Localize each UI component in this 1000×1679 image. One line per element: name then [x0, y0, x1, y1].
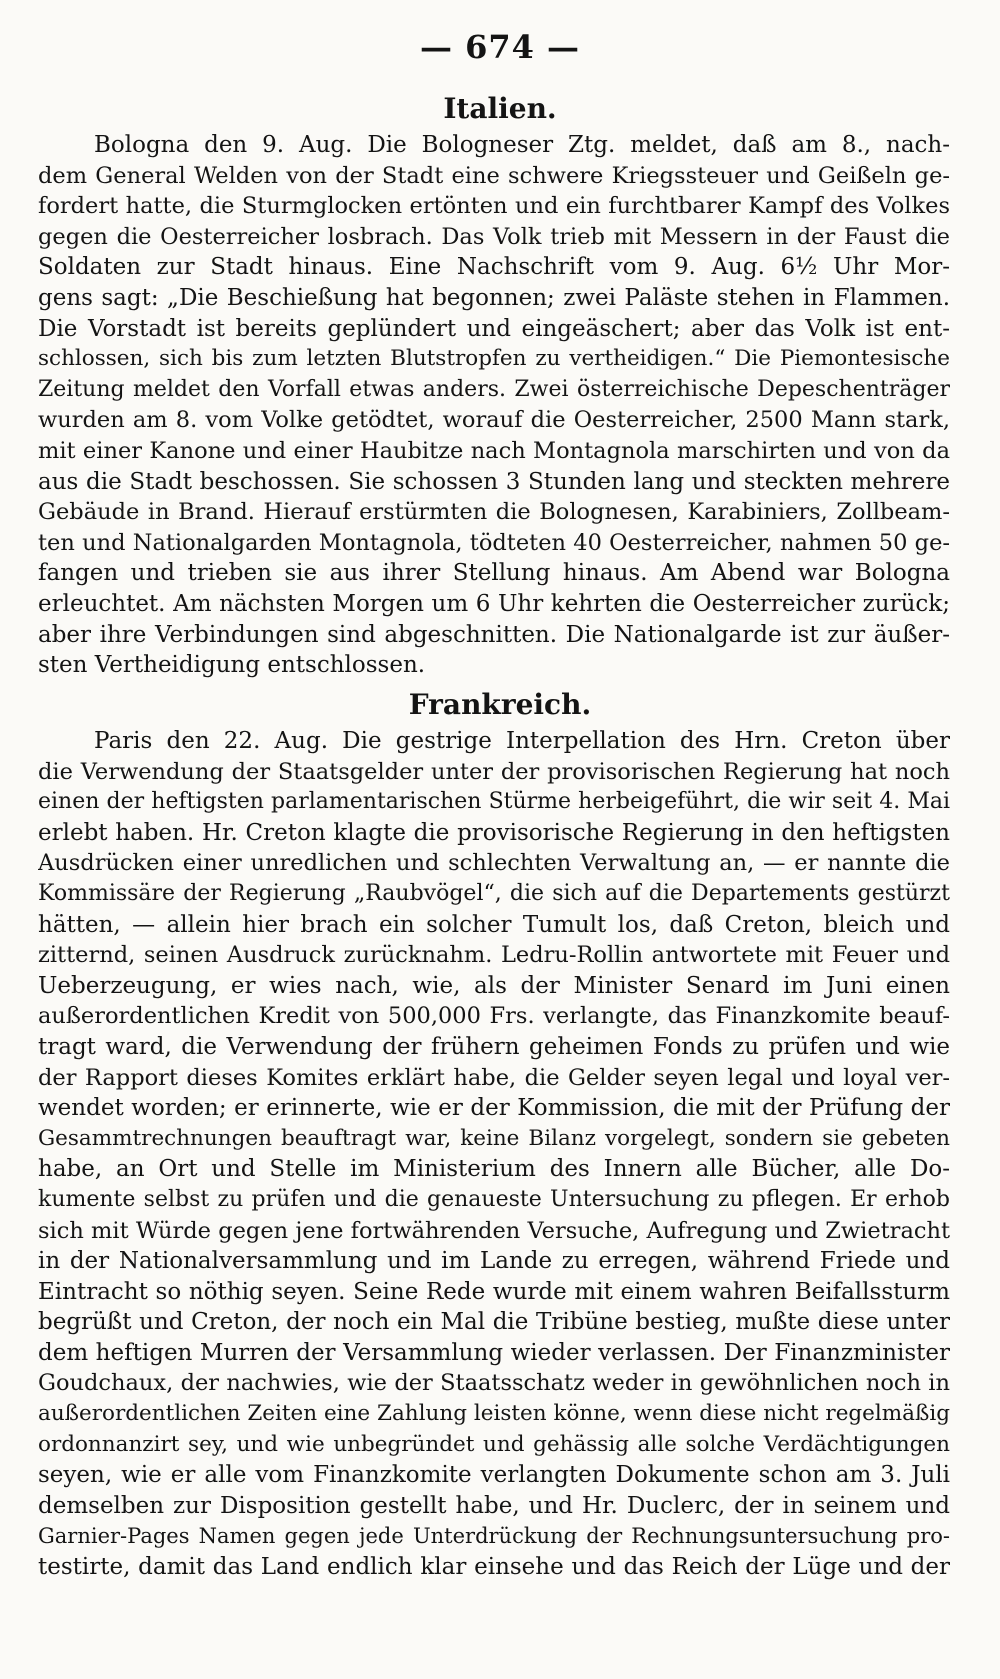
text-line: schlossen, sich bis zum letzten Blutstropfen zu vertheidigen.“ Die Piemontesische	[38, 346, 950, 372]
page-number: — 674 —	[419, 28, 581, 66]
text-line: seyen, wie er alle vom Finanzkomite verlangten Dokumente schon am 3. Juli	[38, 1462, 950, 1489]
text-line: habe, an Ort und Stelle im Ministerium des Innern alle Bücher, alle Do-	[38, 1156, 950, 1183]
text-line: aber ihre Verbindungen sind abgeschnitten. Die Nationalgarde ist zur äußer-	[38, 621, 950, 648]
text-line: ordonnanzirt sey, und wie unbegründet und gehässig alle solche Verdächtigungen	[38, 1431, 950, 1457]
text-line: sten Vertheidigung entschlossen.	[38, 652, 426, 679]
section-heading-frankreich: Frankreich.	[408, 688, 592, 721]
text-line: der Rapport dieses Komites erklärt habe, die Gelder seyen legal und loyal ver-	[38, 1064, 950, 1091]
text-line: Soldaten zur Stadt hinaus. Eine Nachschrift vom 9. Aug. 6½ Uhr Mor-	[38, 254, 950, 281]
text-line: Ausdrücken einer unredlichen und schlechten Verwaltung an, — er nannte die	[38, 850, 950, 877]
section-heading-italien: Italien.	[443, 92, 557, 125]
text-line: aus die Stadt beschossen. Sie schossen 3 Stunden lang und steckten mehrere	[38, 468, 950, 495]
text-line: Garnier-Pages Namen gegen jede Unterdrückung der Rechnungsuntersuchung pro-	[38, 1524, 950, 1549]
text-line: Paris den 22. Aug. Die gestrige Interpellation des Hrn. Creton über	[94, 728, 950, 754]
text-line: zitternd, seinen Ausdruck zurücknahm. Ledru-Rollin antwortete mit Feuer und	[38, 942, 950, 969]
text-line: dem General Welden von der Stadt eine schwere Kriegssteuer und Geißeln ge-	[38, 162, 950, 189]
text-line: erleuchtet. Am nächsten Morgen um 6 Uhr kehrten die Oesterreicher zurück;	[38, 590, 950, 617]
text-line: demselben zur Disposition gestellt habe, und Hr. Duclerc, der in seinem und	[38, 1492, 950, 1519]
text-line: fordert hatte, die Sturmglocken ertönten und ein furchtbarer Kampf des Volkes	[38, 193, 950, 220]
text-line: Kommissäre der Regierung „Raubvögel“, die sich auf die Departements gestürzt	[38, 880, 950, 906]
text-line: wurden am 8. vom Volke getödtet, worauf die Oesterreicher, 2500 Mann stark,	[38, 407, 950, 434]
text-line: Gesammtrechnungen beauftragt war, keine Bilanz vorgelegt, sondern sie gebeten	[38, 1125, 950, 1151]
text-line: Die Vorstadt ist bereits geplündert und eingeäschert; aber das Volk ist ent-	[38, 315, 950, 342]
text-line: wendet worden; er erinnerte, wie er der Kommission, die mit der Prüfung der	[38, 1095, 950, 1122]
text-line: die Verwendung der Staatsgelder unter der provisorischen Regierung hat noch	[38, 758, 950, 785]
text-line: sich mit Würde gegen jene fortwährenden Versuche, Aufregung und Zwietracht	[38, 1217, 950, 1244]
text-line: ten und Nationalgarden Montagnola, tödteten 40 Oesterreicher, nahmen 50 ge-	[38, 529, 950, 556]
text-line: Ueberzeugung, er wies nach, wie, als der Minister Senard im Juni einen	[38, 972, 950, 999]
text-line: gegen die Oesterreicher losbrach. Das Volk trieb mit Messern in der Faust die	[38, 223, 950, 250]
text-line: einen der heftigsten parlamentarischen Stürme herbeigeführt, die wir seit 4. Mai	[38, 789, 950, 815]
text-line: kumente selbst zu prüfen und die genaueste Untersuchung zu pflegen. Er erhob	[38, 1186, 950, 1212]
text-line: hätten, — allein hier brach ein solcher Tumult los, daß Creton, bleich und	[38, 911, 950, 938]
text-line: außerordentlichen Zeiten eine Zahlung leisten könne, wenn diese nicht regelmäßig	[38, 1401, 950, 1427]
text-line: außerordentlichen Kredit von 500,000 Frs. verlangte, das Finanzkomite beauf-	[38, 1003, 950, 1030]
text-line: Eintracht so nöthig seyen. Seine Rede wurde mit einem wahren Beifallssturm	[38, 1278, 950, 1305]
text-line: gens sagt: „Die Beschießung hat begonnen; zwei Paläste stehen in Flammen.	[38, 284, 950, 311]
text-line: Zeitung meldet den Vorfall etwas anders. Zwei österreichische Depeschenträger	[38, 376, 950, 402]
text-line: mit einer Kanone und einer Haubitze nach Montagnola marschirten und von da	[38, 437, 950, 464]
text-line: begrüßt und Creton, der noch ein Mal die Tribüne bestieg, mußte diese unter	[38, 1309, 950, 1336]
text-line: testirte, damit das Land endlich klar einsehe und das Reich der Lüge und der	[38, 1554, 950, 1581]
text-line: fangen und trieben sie aus ihrer Stellung hinaus. Am Abend war Bologna	[38, 560, 950, 587]
text-line: in der Nationalversammlung und im Lande zu erregen, während Friede und	[38, 1248, 950, 1275]
article-frankreich	[38, 726, 950, 1583]
text-line: Goudchaux, der nachwies, wie der Staatsschatz weder in gewöhnlichen noch in	[38, 1370, 950, 1397]
text-line: erlebt haben. Hr. Creton klagte die provisorische Regierung in den heftigsten	[38, 819, 950, 846]
article-italien	[38, 130, 950, 681]
text-line: Bologna den 9. Aug. Die Bologneser Ztg. meldet, daß am 8., nach-	[94, 132, 950, 158]
text-line: Gebäude in Brand. Hierauf erstürmten die Bolognesen, Karabiniers, Zollbeam-	[38, 499, 950, 526]
text-line: dem heftigen Murren der Versammlung wieder verlassen. Der Finanzminister	[38, 1339, 950, 1366]
text-line: tragt ward, die Verwendung der frühern geheimen Fonds zu prüfen und wie	[38, 1033, 950, 1060]
